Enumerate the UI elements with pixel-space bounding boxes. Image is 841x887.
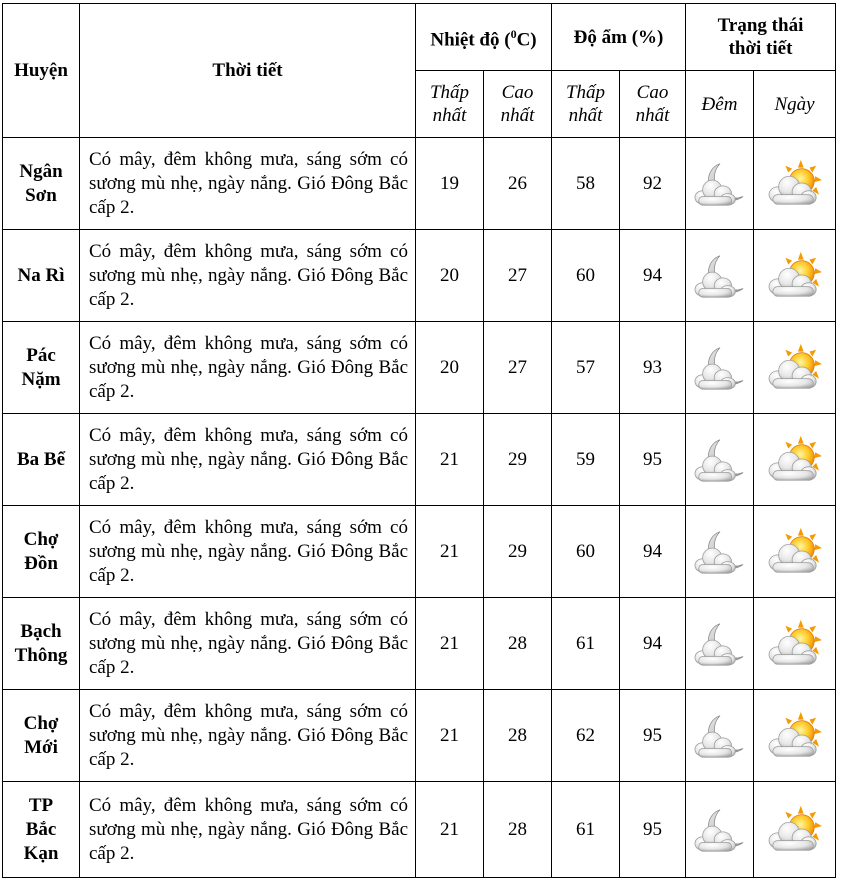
temp-low-cell: 20 bbox=[416, 230, 484, 322]
district-cell: TP Bắc Kạn bbox=[3, 782, 80, 878]
sun-cloud-icon bbox=[766, 342, 824, 394]
forecast-table bbox=[2, 3, 836, 878]
temperature-header: Nhiệt độ ($^0$C) bbox=[416, 4, 552, 71]
table-row bbox=[3, 782, 836, 878]
temp-low-cell: 19 bbox=[416, 138, 484, 230]
moon-cloud-icon bbox=[691, 250, 749, 302]
district-cell: Chợ Đồn bbox=[3, 506, 80, 598]
temp-low-cell: 20 bbox=[416, 322, 484, 414]
night-icon-cell bbox=[686, 414, 754, 506]
hum-high-cell: 94 bbox=[620, 598, 686, 690]
hum-high-cell: 95 bbox=[620, 782, 686, 878]
day-icon-cell bbox=[754, 598, 836, 690]
temp-low-cell: 21 bbox=[416, 782, 484, 878]
table-row bbox=[3, 322, 836, 414]
moon-cloud-icon bbox=[691, 618, 749, 670]
table-row bbox=[3, 690, 836, 782]
district-cell: Ba Bể bbox=[3, 414, 80, 506]
table-row bbox=[3, 138, 836, 230]
table-row bbox=[3, 506, 836, 598]
night-icon-cell bbox=[686, 506, 754, 598]
table-row bbox=[3, 598, 836, 690]
table-row bbox=[3, 414, 836, 506]
night-icon-cell bbox=[686, 230, 754, 322]
hum-low-cell: 59 bbox=[552, 414, 620, 506]
hum-high-cell: 95 bbox=[620, 690, 686, 782]
district-cell: Na Rì bbox=[3, 230, 80, 322]
weather-state-header: Trạng thái thời tiết bbox=[686, 4, 836, 71]
night-header: Đêm bbox=[686, 71, 754, 138]
sun-cloud-icon bbox=[766, 618, 824, 670]
temp-high-cell: 28 bbox=[484, 690, 552, 782]
temp-high-cell: 28 bbox=[484, 782, 552, 878]
temp-low-cell: 21 bbox=[416, 598, 484, 690]
moon-cloud-icon bbox=[691, 342, 749, 394]
day-icon-cell bbox=[754, 506, 836, 598]
sun-cloud-icon bbox=[766, 804, 824, 856]
hum-low-cell: 58 bbox=[552, 138, 620, 230]
night-icon-cell bbox=[686, 690, 754, 782]
humidity-header: Độ ẩm (%) bbox=[552, 4, 686, 71]
night-icon-cell bbox=[686, 782, 754, 878]
sun-cloud-icon bbox=[766, 710, 824, 762]
table-row bbox=[3, 230, 836, 322]
district-header: Huyện bbox=[3, 4, 80, 138]
weather-description-cell: Có mây, đêm không mưa, sáng sớm có sương mù nhẹ, ngày nắng. Gió Đông Bắc cấp 2. bbox=[80, 230, 416, 322]
weather-header: Thời tiết bbox=[80, 4, 416, 138]
day-icon-cell bbox=[754, 230, 836, 322]
moon-cloud-icon bbox=[691, 158, 749, 210]
night-icon-cell bbox=[686, 138, 754, 230]
weather-description-cell: Có mây, đêm không mưa, sáng sớm có sương mù nhẹ, ngày nắng. Gió Đông Bắc cấp 2. bbox=[80, 506, 416, 598]
hum-low-cell: 62 bbox=[552, 690, 620, 782]
temp-high-cell: 28 bbox=[484, 598, 552, 690]
weather-description-cell: Có mây, đêm không mưa, sáng sớm có sương mù nhẹ, ngày nắng. Gió Đông Bắc cấp 2. bbox=[80, 598, 416, 690]
temp-low-cell: 21 bbox=[416, 506, 484, 598]
temp-high-cell: 27 bbox=[484, 322, 552, 414]
hum-high-cell: 94 bbox=[620, 230, 686, 322]
weather-description-cell: Có mây, đêm không mưa, sáng sớm có sương mù nhẹ, ngày nắng. Gió Đông Bắc cấp 2. bbox=[80, 690, 416, 782]
weather-description-cell: Có mây, đêm không mưa, sáng sớm có sương mù nhẹ, ngày nắng. Gió Đông Bắc cấp 2. bbox=[80, 322, 416, 414]
district-cell: Pác Nặm bbox=[3, 322, 80, 414]
sun-cloud-icon bbox=[766, 158, 824, 210]
district-cell: Bạch Thông bbox=[3, 598, 80, 690]
forecast-table-wrapper bbox=[2, 3, 836, 878]
hum-low-header: Thấp nhất bbox=[552, 71, 620, 138]
sun-cloud-icon bbox=[766, 526, 824, 578]
temp-low-header: Thấp nhất bbox=[416, 71, 484, 138]
weather-description-cell: Có mây, đêm không mưa, sáng sớm có sương mù nhẹ, ngày nắng. Gió Đông Bắc cấp 2. bbox=[80, 782, 416, 878]
moon-cloud-icon bbox=[691, 804, 749, 856]
weather-description-cell: Có mây, đêm không mưa, sáng sớm có sương mù nhẹ, ngày nắng. Gió Đông Bắc cấp 2. bbox=[80, 414, 416, 506]
hum-low-cell: 61 bbox=[552, 782, 620, 878]
hum-low-cell: 57 bbox=[552, 322, 620, 414]
district-cell: Ngân Sơn bbox=[3, 138, 80, 230]
night-icon-cell bbox=[686, 598, 754, 690]
day-icon-cell bbox=[754, 138, 836, 230]
sun-cloud-icon bbox=[766, 250, 824, 302]
moon-cloud-icon bbox=[691, 434, 749, 486]
hum-low-cell: 60 bbox=[552, 506, 620, 598]
district-cell: Chợ Mới bbox=[3, 690, 80, 782]
moon-cloud-icon bbox=[691, 526, 749, 578]
day-icon-cell bbox=[754, 782, 836, 878]
night-icon-cell bbox=[686, 322, 754, 414]
weather-description-cell: Có mây, đêm không mưa, sáng sớm có sương mù nhẹ, ngày nắng. Gió Đông Bắc cấp 2. bbox=[80, 138, 416, 230]
sun-cloud-icon bbox=[766, 434, 824, 486]
temp-high-cell: 27 bbox=[484, 230, 552, 322]
day-icon-cell bbox=[754, 690, 836, 782]
hum-low-cell: 61 bbox=[552, 598, 620, 690]
temp-high-cell: 26 bbox=[484, 138, 552, 230]
temp-low-cell: 21 bbox=[416, 414, 484, 506]
day-header: Ngày bbox=[754, 71, 836, 138]
hum-low-cell: 60 bbox=[552, 230, 620, 322]
moon-cloud-icon bbox=[691, 710, 749, 762]
temp-low-cell: 21 bbox=[416, 690, 484, 782]
hum-high-cell: 95 bbox=[620, 414, 686, 506]
temp-high-cell: 29 bbox=[484, 506, 552, 598]
hum-high-cell: 94 bbox=[620, 506, 686, 598]
temp-high-header: Cao nhất bbox=[484, 71, 552, 138]
temp-high-cell: 29 bbox=[484, 414, 552, 506]
day-icon-cell bbox=[754, 322, 836, 414]
day-icon-cell bbox=[754, 414, 836, 506]
hum-high-header: Cao nhất bbox=[620, 71, 686, 138]
hum-high-cell: 93 bbox=[620, 322, 686, 414]
hum-high-cell: 92 bbox=[620, 138, 686, 230]
